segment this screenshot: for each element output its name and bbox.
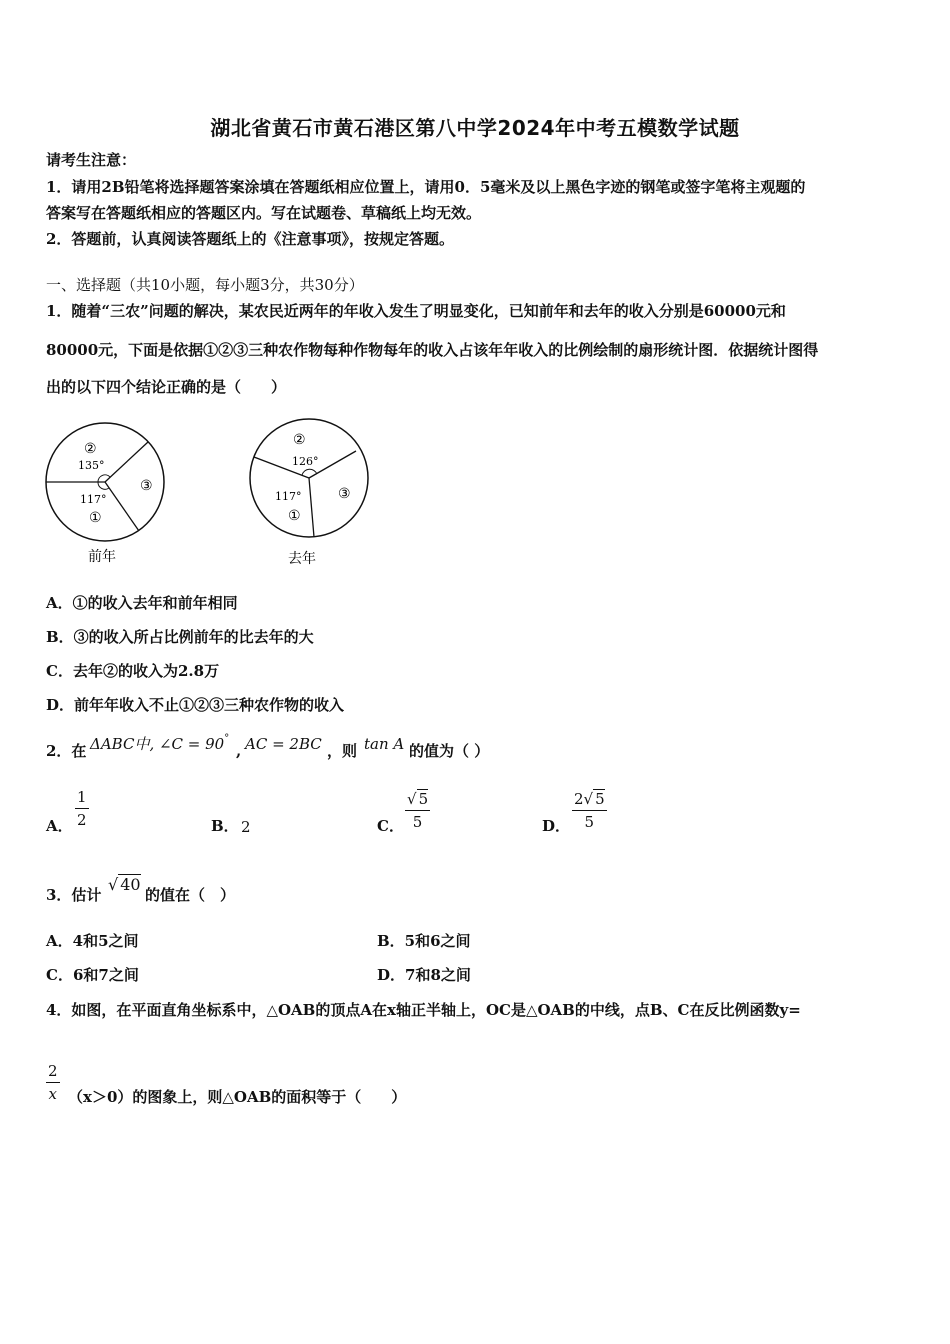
sector-label-1: ① — [89, 510, 102, 526]
q1-stem-line2: 80000元，下面是依据①②③三种农作物每种作物每年的收入占该年年收入的比例绘制的扇形统计图．依据统计图得 — [46, 341, 819, 359]
q3-stem-pre: 3．估计 — [46, 886, 102, 904]
angle-label-117: 117° — [80, 493, 107, 506]
q2-option-d-fraction: $\frac{2√ 5}{5}$ — [574, 790, 605, 831]
q2-stem-post: 的值为（ ） — [409, 742, 490, 760]
q3-stem-post: 的值在（ ） — [145, 886, 236, 904]
degree-sign: ° — [224, 733, 230, 744]
section-heading: 一、选择题（共10小题，每小题3分，共30分） — [46, 276, 364, 294]
q2-option-a-label: A． — [46, 817, 73, 835]
numerator: 1 — [75, 788, 89, 809]
denominator: x — [48, 1085, 57, 1103]
q2-comma: , — [236, 742, 242, 760]
q3-option-c: C．6和7之间 — [46, 966, 139, 984]
q1-option-c-text: C．去年②的收入为 — [46, 662, 178, 680]
numerator-radicand: 5 — [595, 790, 605, 808]
pie-divider — [309, 478, 314, 537]
q2-option-a-fraction — [75, 788, 89, 829]
q2-option-c-fraction: $\frac{√ 5}{5}$ — [407, 790, 429, 831]
q1-option-b: B．③的收入所占比例前年的比去年的大 — [46, 628, 314, 646]
numerator-radicand: 5 — [418, 790, 429, 808]
notice-item-1: 1．请用2B铅笔将选择题答案涂填在答题纸相应位置上，请用0．5毫米及以上黑色字迹的钢笔或签字笔将主观题的 — [46, 178, 806, 196]
denominator: 2 — [77, 811, 87, 829]
q2-option-d-label: D． — [542, 817, 571, 835]
angle-label-117: 117° — [275, 490, 302, 503]
q3-option-a: A．4和5之间 — [46, 932, 139, 950]
q1-stem-line1: 1．随着“三农”问题的解决，某农民近两年的年收入发生了明显变化，已知前年和去年的收入分别是60000元和 — [46, 302, 786, 320]
q2-option-b-label: B． — [211, 817, 239, 835]
q2-stem-pre: 2．在 — [46, 742, 87, 760]
q2-tan-a: tan A — [364, 735, 405, 753]
sector-label-2: ② — [293, 432, 306, 448]
radicand: 40 — [120, 875, 141, 894]
q4-stem-line1: 4．如图，在平面直角坐标系中，△OAB的顶点A在x轴正半轴上，OC是△OAB的中线，点B、C在反比例函数y= — [46, 1001, 801, 1019]
q1-option-a: A．①的收入去年和前年相同 — [46, 594, 238, 612]
q2-stem-mid: ，则 — [327, 742, 358, 760]
sector-label-1: ① — [288, 508, 301, 524]
sector-label-3: ③ — [140, 478, 153, 494]
q4-fraction — [46, 1062, 60, 1103]
pie-chart-last-year — [246, 415, 376, 575]
q3-sqrt: √ 40 — [108, 875, 141, 894]
sector-label-3: ③ — [338, 486, 351, 502]
angle-label-135: 135° — [78, 459, 105, 472]
q2-condition-1 — [90, 733, 229, 754]
q1-option-c-unit: 万 — [204, 662, 220, 680]
pie-divider — [105, 442, 148, 482]
angle-label-126: 126° — [292, 455, 319, 468]
q1-option-c — [46, 661, 219, 681]
q3-option-d: D．7和8之间 — [377, 966, 471, 984]
denominator: 5 — [412, 813, 423, 831]
q3-option-b: B．5和6之间 — [377, 932, 471, 950]
numerator: 2 — [46, 1062, 60, 1083]
q1-option-d: D．前年年收入不止①②③三种农作物的收入 — [46, 696, 345, 714]
q1-option-c-number: 2.8 — [177, 662, 205, 680]
pie-divider — [105, 482, 139, 531]
notice-heading: 请考生注意： — [46, 151, 137, 169]
chart-caption: 前年 — [88, 549, 116, 565]
page-title: 湖北省黄石市黄石港区第八中学2024年中考五模数学试题 — [210, 116, 740, 140]
sector-label-2: ② — [84, 441, 97, 457]
notice-item-2: 2．答题前，认真阅读答题纸上的《注意事项》，按规定答题。 — [46, 230, 454, 248]
q2-option-c-label: C． — [377, 817, 404, 835]
denominator: 5 — [584, 813, 595, 831]
q4-stem-line2: （x＞0）的图象上，则△OAB的面积等于（ ） — [68, 1088, 407, 1106]
q2-option-b-value: 2 — [241, 818, 251, 836]
q2-condition-1-text: ΔABC中, ∠C = 90 — [90, 735, 225, 753]
notice-item-1-cont: 答案写在答题纸相应的答题区内。写在试题卷、草稿纸上均无效。 — [46, 204, 482, 222]
q1-stem-line3: 出的以下四个结论正确的是（ ） — [46, 378, 287, 396]
pie-chart-last-year-before — [40, 415, 170, 575]
chart-caption: 去年 — [288, 551, 316, 567]
q2-condition-2: AC = 2BC — [245, 735, 322, 753]
numerator-coef: 2 — [574, 790, 584, 808]
